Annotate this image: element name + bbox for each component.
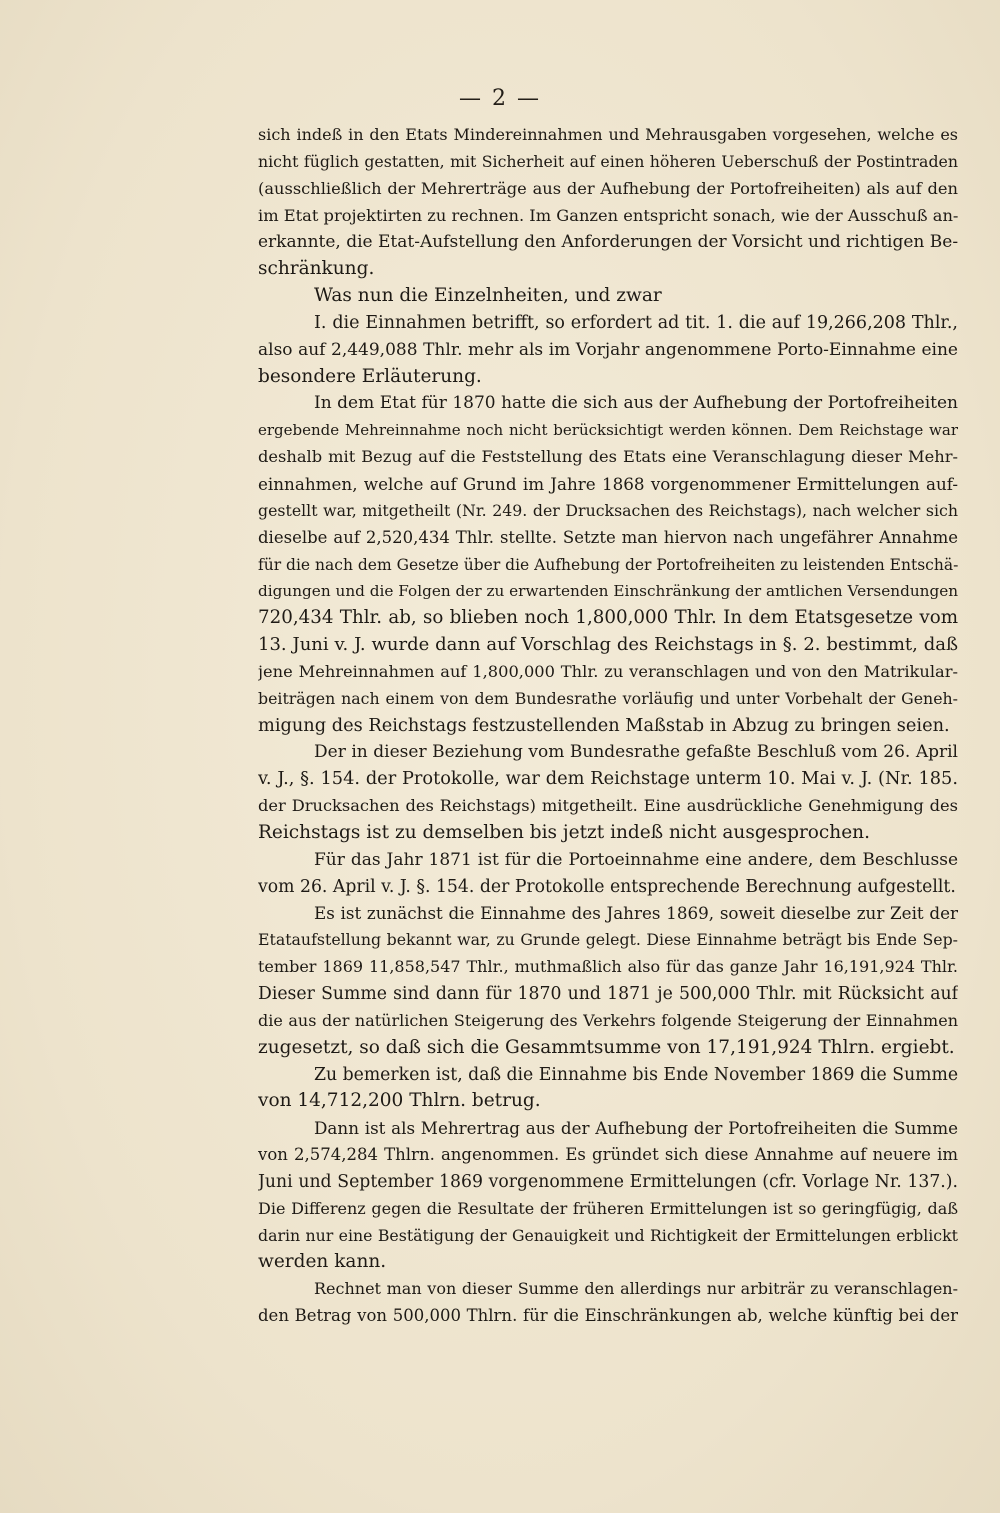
text-line: also auf 2,449,088 Thlr. mehr als im Vorjahr angenommene Porto-Einnahme eine (258, 339, 958, 360)
body-text (258, 122, 958, 1330)
text-line: von 2,574,284 Thlrn. angenommen. Es gründet sich diese Annahme auf neuere im (258, 1145, 958, 1165)
text-line: Was nun die Einzelnheiten, und zwar (314, 285, 662, 307)
text-line: im Etat projektirten zu rechnen. Im Ganzen entspricht sonach, wie der Ausschuß an- (258, 205, 958, 225)
text-line: besondere Erläuterung. (258, 365, 482, 387)
text-line: migung des Reichstags festzustellenden Maßstab in Abzug zu bringen seien. (258, 715, 950, 736)
text-line: 720,434 Thlr. ab, so blieben noch 1,800,000 Thlr. In dem Etatsgesetze vom (258, 607, 958, 629)
text-line: sich indeß in den Etats Mindereinnahmen und Mehrausgaben vorgesehen, welche es (258, 125, 958, 144)
text-line: deshalb mit Bezug auf die Feststellung des Etats eine Veranschlagung dieser Mehr- (258, 447, 958, 467)
text-line: Für das Jahr 1871 ist für die Portoeinnahme eine andere, dem Beschlusse (314, 849, 958, 870)
text-line: gestellt war, mitgetheilt (Nr. 249. der Drucksachen des Reichstags), nach welcher sich (258, 500, 958, 520)
text-line: Die Differenz gegen die Resultate der früheren Ermittelungen ist so geringfügig, daß (258, 1198, 958, 1218)
text-line: Etataufstellung bekannt war, zu Grunde gelegt. Diese Einnahme beträgt bis Ende Sep- (258, 930, 958, 950)
text-line: Reichstags ist zu demselben bis jetzt indeß nicht ausgesprochen. (258, 821, 870, 843)
text-line: Rechnet man von dieser Summe den allerdings nur arbiträr zu veranschlagen- (314, 1279, 958, 1299)
text-line: den Betrag von 500,000 Thlrn. für die Einschränkungen ab, welche künftig bei der (258, 1306, 958, 1326)
text-line: nicht füglich gestatten, mit Sicherheit auf einen höheren Ueberschuß der Postintraden (258, 151, 958, 171)
text-line: dieselbe auf 2,520,434 Thlr. stellte. Setzte man hiervon nach ungefährer Annahme (258, 527, 958, 547)
text-line: erkannte, die Etat-Aufstellung den Anforderungen der Vorsicht und richtigen Be- (258, 232, 958, 253)
text-line: 13. Juni v. J. wurde dann auf Vorschlag des Reichstags in §. 2. bestimmt, daß (258, 634, 958, 656)
text-line: Zu bemerken ist, daß die Einnahme bis Ende November 1869 die Summe (314, 1064, 958, 1085)
text-line: I. die Einnahmen betrifft, so erfordert ad tit. 1. die auf 19,266,208 Thlr., (314, 312, 958, 333)
text-line: Juni und September 1869 vorgenommene Ermittelungen (cfr. Vorlage Nr. 137.). (258, 1171, 958, 1192)
text-line: beiträgen nach einem von dem Bundesrathe vorläufig und unter Vorbehalt der Geneh- (258, 688, 958, 708)
text-line: ergebende Mehreinnahme noch nicht berücksichtigt werden können. Dem Reichstage war (258, 421, 958, 440)
text-line: zugesetzt, so daß sich die Gesammtsumme von 17,191,924 Thlrn. ergiebt. (258, 1036, 955, 1058)
text-line: schränkung. (258, 258, 375, 280)
text-line: der Drucksachen des Reichstags) mitgetheilt. Eine ausdrückliche Genehmigung des (258, 796, 958, 816)
text-line: darin nur eine Bestätigung der Genauigkeit und Richtigkeit der Ermittelungen erblickt (258, 1225, 958, 1245)
text-line: In dem Etat für 1870 hatte die sich aus der Aufhebung der Portofreiheiten (314, 393, 958, 414)
text-line: Es ist zunächst die Einnahme des Jahres 1869, soweit dieselbe zur Zeit der (314, 903, 958, 924)
page-number: — 2 — (459, 86, 541, 111)
text-line: einnahmen, welche auf Grund im Jahre 1868 vorgenommener Ermittelungen auf- (258, 473, 958, 494)
text-line: (ausschließlich der Mehrerträge aus der Aufhebung der Portofreiheiten) als auf den (258, 178, 958, 198)
text-line: werden kann. (258, 1251, 387, 1273)
text-line: v. J., §. 154. der Protokolle, war dem Reichstage unterm 10. Mai v. J. (Nr. 185. (258, 769, 958, 790)
text-line: tember 1869 11,858,547 Thlr., muthmaßlich also für das ganze Jahr 16,191,924 Thlr. (258, 957, 958, 977)
text-line: Dann ist als Mehrertrag aus der Aufhebung der Portofreiheiten die Summe (314, 1118, 958, 1139)
text-line: digungen und die Folgen der zu erwartenden Einschränkung der amtlichen Versendungen (258, 582, 958, 601)
text-line: von 14,712,200 Thlrn. betrug. (258, 1090, 541, 1112)
text-line: Dieser Summe sind dann für 1870 und 1871 je 500,000 Thlr. mit Rücksicht auf (258, 984, 958, 1004)
text-line: für die nach dem Gesetze über die Aufhebung der Portofreiheiten zu leistenden Entschä- (258, 555, 958, 574)
text-line: vom 26. April v. J. §. 154. der Protokolle entsprechende Berechnung aufgestellt. (258, 876, 956, 897)
text-line: jene Mehreinnahmen auf 1,800,000 Thlr. zu veranschlagen und von den Matrikular- (258, 661, 958, 681)
text-line: die aus der natürlichen Steigerung des Verkehrs folgende Steigerung der Einnahmen (258, 1010, 958, 1030)
text-line: Der in dieser Beziehung vom Bundesrathe gefaßte Beschluß vom 26. April (314, 742, 958, 763)
